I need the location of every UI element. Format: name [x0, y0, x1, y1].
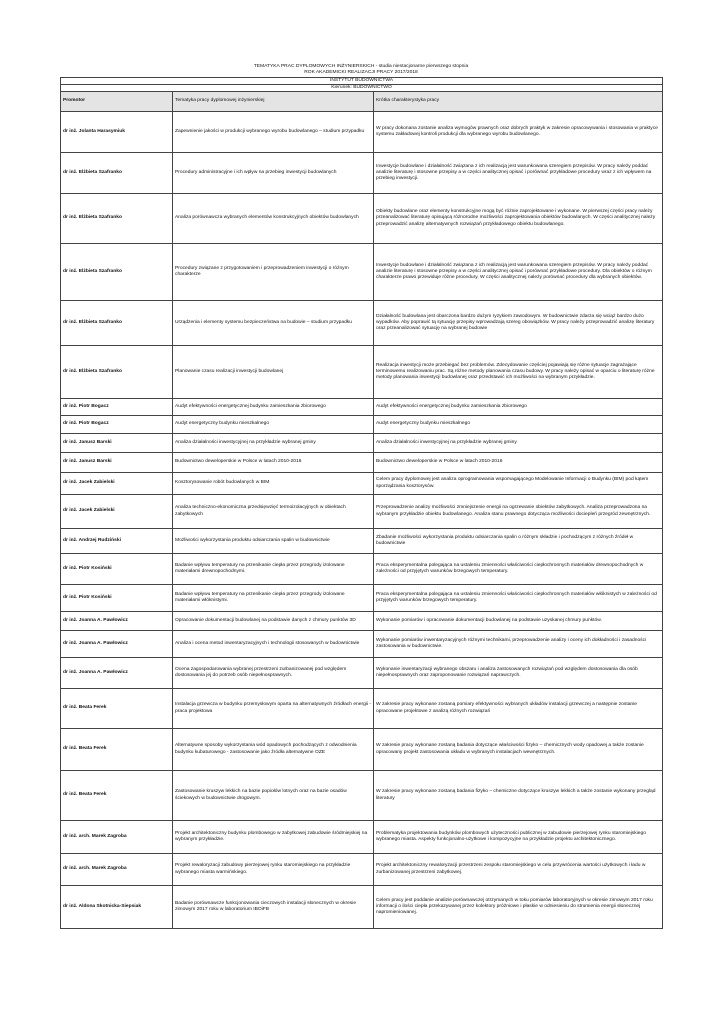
table-row [61, 729, 663, 771]
table-row [61, 821, 663, 854]
topic-cell [173, 473, 374, 494]
description-cell [374, 453, 663, 472]
table-row [61, 585, 663, 612]
topic-cell [173, 854, 374, 885]
topic-cell-text: Możliwości wykorzystania produktu odsiarczania spalin w budownictwie [175, 537, 330, 543]
supervisor-cell [61, 244, 173, 300]
supervisor-cell-text: dr inż. Beata Ferek [63, 746, 107, 752]
supervisor-cell-text: dr inż. Piotr Kosiński [63, 565, 112, 571]
topic-cell [173, 301, 374, 345]
description-cell [374, 771, 663, 820]
table-row [61, 529, 663, 554]
description-cell [374, 473, 663, 494]
description-cell [374, 631, 663, 657]
supervisor-cell [61, 112, 173, 152]
header-supervisor [61, 92, 173, 111]
topic-cell [173, 554, 374, 584]
topic-cell-text: Audyt energetyczny budynku mieszkalnego [175, 421, 270, 427]
description-cell [374, 886, 663, 928]
description-cell-text: Celem pracy dyplomowej jest analiza oprogramowania wspomagającego Modelowanie Informacji o Budynku (BIM) pod kątem sporządzania kosztorysów. [376, 477, 649, 489]
description-cell-text: W zakresie pracy wykonane zostaną badania fizyko – chemiczne dotyczące kruszyw lekkich a także zostanie wykonany przegląd literatury [376, 789, 656, 801]
supervisor-cell [61, 854, 173, 885]
topic-cell [173, 453, 374, 472]
topic-cell-text: Audyt efektywności energetycznej budynku zamieszkania zbiorowego [175, 403, 326, 409]
supervisor-cell [61, 434, 173, 452]
table-row [61, 346, 663, 399]
topic-cell [173, 529, 374, 553]
supervisor-cell-text: dr inż. Elżbieta Szafranko [63, 268, 122, 274]
description-cell [374, 244, 663, 300]
description-cell [374, 346, 663, 398]
supervisor-cell [61, 301, 173, 345]
topic-cell-text: Badanie porównawcze funkcjonowania cieczowych instalacji słonecznych w okresie zimowym 2017 roku w laboratorium IBOiFB [175, 900, 357, 912]
table-row [61, 473, 663, 495]
description-cell [374, 301, 663, 345]
topic-cell-text: Badanie wpływu temperatury na przenikanie ciepła przez przegrody izolowane materiałami włóknistymi. [175, 591, 345, 603]
description-cell [374, 821, 663, 853]
table-row [61, 612, 663, 631]
description-cell-text: Realizacja inwestycji może przebiegać bez problemów. Zdecydowanie częściej pojawiają się różne sytuacje zagrażające terminowemu realizowaniu prac. Są różne metody planowania czasu budowy. W pracy należy opisać w oparciu o literaturę różne metody planowania inwestycji budowlanej oraz przedstawić ich możliwości na wybranym przykładzie. [376, 362, 655, 381]
supervisor-cell [61, 153, 173, 193]
supervisor-cell-text: dr inż. Elżbieta Szafranko [63, 368, 122, 374]
description-cell-text: Obiekty budowlane oraz elementy konstrukcyjne mogą być różnie zaprojektowane i wykonane. W pierwszej części pracy należy przeanalizować literaturę opisującą różnorodne możliwości zaprojektowania obiektów budowlanych. W części analitycznej należy przeprowadzić analizę alternatywnych rozwiązań przykładowego obiektu budowlanego. [376, 209, 656, 227]
supervisor-cell-text: dr inż. Elżbieta Szafranko [63, 215, 122, 221]
description-cell [374, 689, 663, 728]
supervisor-cell-text: dr inż. Jolanta Harasymiuk [63, 128, 125, 134]
topic-cell-text: Alternatywne sposoby wykorzystania wód opadowych pochodzących z odwodnienia budynku kubaturowego - zastosowanie jako źródła alternatywne OZE [175, 743, 357, 755]
topic-cell-text: Instalacja grzewcza w budynku przemysłowym oparta na alternatywnych źródłach energii - praca projektowa [175, 702, 371, 714]
description-cell [374, 194, 663, 243]
table-row [61, 399, 663, 416]
topic-cell [173, 658, 374, 688]
description-cell [374, 495, 663, 528]
description-cell-text: Wykonanie pomiarów inwentaryzacyjnych różnymi technikami, przeprowadzenie analizy i oceny ich dokładności i zasadności zastosowania w budownictwie. [376, 637, 647, 649]
topic-cell-text: Zastosowanie kruszyw lekkich na bazie popiołów lotnych oraz na bazie osadów ściekowych w budownictwie drogowym. [175, 789, 347, 801]
topic-cell [173, 112, 374, 152]
topic-cell [173, 689, 374, 728]
description-cell-text: W zakresie pracy wykonane zostaną badania dotyczące właściwości fizyko – chemicznych wody opadowej a także zostanie opracowany projekt zastosowania układu w wybranych instalacjach wewnętrznych. [376, 743, 644, 755]
header-topic [173, 92, 374, 111]
description-cell [374, 854, 663, 885]
topic-cell [173, 821, 374, 853]
topic-cell [173, 244, 374, 300]
description-cell [374, 729, 663, 770]
supervisor-cell-text: dr inż. Janusz Barski [63, 439, 112, 445]
description-cell-text: Celem pracy jest poddanie analizie porównawczej otrzymanych w toku pomiarów laboratoryjnych w okresie zimowym 2017 roku informacji o ilości ciepła przekazywanej przez kolektory próżniowe i płaskie w odniesieniu do strumienia energii słonecznej napromieniowanej. [376, 897, 653, 916]
topic-cell [173, 495, 374, 528]
topic-cell-text: Badanie wpływu temperatury na przenikanie ciepła przez przegrody izolowane materiałami drewnopochodnymi. [175, 562, 345, 574]
description-cell [374, 585, 663, 611]
supervisor-cell-text: dr inż. Elżbieta Szafranko [63, 319, 122, 325]
header-supervisor-text: Promotor [63, 98, 86, 104]
description-cell-text: Działalność budowlana jest obarczona bardzo dużym ryzykiem zawodowym. W budownictwie zdarza się wciąż bardzo dużo wypadków. Aby poprawić tą sytuację przepisy wprowadzają szereg obowiązków. W pracy należy przeprowadzić analizę literatury oraz przeanalizować sytuację na wybranej budowie [376, 313, 655, 332]
topic-cell-text: Opracowanie dokumentacji budowlanej na podstawie danych z chmury punktów 3D [175, 617, 356, 623]
header-description [374, 92, 663, 111]
table-header-row [61, 92, 663, 112]
table-row [61, 658, 663, 689]
table-row [61, 886, 663, 929]
topic-cell-text: Analiza porównawcza wybranych elementów konstrukcyjnych obiektów budowlanych [175, 215, 359, 221]
description-cell [374, 554, 663, 584]
topic-cell-text: Procedury administracyjne i ich wpływ na przebieg inwestycji budowlanych [175, 169, 337, 175]
supervisor-cell-text: dr inż. Beata Ferek [63, 705, 107, 711]
topic-cell-text: Budownictwo deweloperskie w Polsce w latach 2010-2016 [175, 459, 302, 465]
description-cell-text: Problematyka projektowania budynków plombowych użyteczności publicznej w zabudowie pierzejowej rynku staromiejskiego wybranego miasta. Aspekty funkcjonalno-użytkowe i kompozycyjne na przykładzie projektu architektonicznego. [376, 830, 646, 842]
supervisor-cell [61, 194, 173, 243]
supervisor-cell-text: dr inż. Piotr Kosiński [63, 594, 112, 600]
description-cell [374, 658, 663, 688]
field-of-study-row: Kierunek: BUDOWNICTWO [61, 85, 663, 92]
supervisor-cell [61, 529, 173, 553]
description-cell [374, 434, 663, 452]
topic-cell [173, 771, 374, 820]
topic-cell-text: Projekt rewaloryzacji zabudowy pierzejowej rynku staromiejskiego na przykładzie wybranego miasta warmińskiego. [175, 863, 351, 875]
supervisor-cell-text: dr inż. Jacek Zabielski [63, 480, 115, 486]
table-row [61, 416, 663, 434]
description-cell-text: Praca eksperymentalna polegająca na ustaleniu zmienności właściwości ciepłochronnych materiałów włóknistych w zależności od przyjętych warunków brzegowych temperatury. [376, 591, 657, 603]
supervisor-cell-text: dr inż. Piotr Bogacz [63, 421, 109, 427]
institute-row: INSTYTUT BUDOWNICTWA [61, 78, 663, 85]
topic-cell [173, 416, 374, 433]
supervisor-cell [61, 821, 173, 853]
description-cell [374, 112, 663, 152]
topic-cell-text: Ocena zagospodarowania wybranej przestrzeni zurbanizowanej pod względem dostosowania jej do potrzeb osób niepełnosprawnych. [175, 666, 347, 678]
table-row [61, 554, 663, 585]
table-row [61, 495, 663, 529]
supervisor-cell [61, 495, 173, 528]
table-row [61, 453, 663, 473]
supervisor-cell-text: dr inż. Jacek Zabielski [63, 508, 115, 514]
topic-cell-text: Procedury związane z przygotowaniem i przeprowadzeniem inwestycji o różnym charakterze [175, 265, 349, 277]
topics-table [60, 77, 663, 929]
supervisor-cell-text: dr inż. Beata Ferek [63, 792, 107, 798]
supervisor-cell [61, 554, 173, 584]
topic-cell [173, 585, 374, 611]
topic-cell [173, 729, 374, 770]
description-cell-text: Audyt energetyczny budynku mieszkalnego [376, 421, 471, 427]
topic-cell [173, 194, 374, 243]
table-row [61, 244, 663, 301]
document-title: TEMATYKA PRAC DYPLOMOWYCH INŻYNIERSKICH - studia niestacjonarne pierwszego stopnia [253, 64, 469, 69]
table-row [61, 153, 663, 194]
topic-cell [173, 631, 374, 657]
topic-cell-text: Kosztorysowanie robót budowlanych w BIM [175, 480, 270, 486]
supervisor-cell-text: dr inż. Andrzej Rudziński [63, 537, 121, 543]
supervisor-cell-text: dr inż. Piotr Bogacz [63, 403, 109, 409]
description-cell-text: Analiza działalności inwestycyjnej na przykładzie wybranej gminy [376, 439, 517, 445]
description-cell-text: Wykonanie pomiarów i opracowanie dokumentacji budowlanej na podstawie uzyskanej chmury punktów. [376, 617, 602, 623]
topic-cell [173, 886, 374, 928]
supervisor-cell [61, 346, 173, 398]
header-description-text: Krótka charakterystyka pracy [376, 98, 440, 104]
supervisor-cell-text: dr inż. arch. Marek Zagroba [63, 833, 127, 839]
description-cell-text: Audyt efektywności energetycznej budynku zamieszkania zbiorowego [376, 403, 527, 409]
description-cell [374, 153, 663, 193]
supervisor-cell-text: dr inż. Elżbieta Szafranko [63, 169, 122, 175]
description-cell [374, 612, 663, 630]
supervisor-cell [61, 585, 173, 611]
description-cell-text: Budownictwo deweloperskie w Polsce w latach 2010-2016 [376, 459, 503, 465]
supervisor-cell [61, 631, 173, 657]
topic-cell-text: Analiza działalności inwestycyjnej na przykładzie wybranej gminy [175, 439, 316, 445]
topic-cell-text: Zapewnienie jakości w produkcji wybranego wyrobu budowlanego – studium przypadku [175, 128, 365, 134]
description-cell-text: Praca eksperymentalna polegająca na ustaleniu zmienności właściwości ciepłochronnych materiałów drewnopochodnych w zależności od przyjętych warunków brzegowych temperatury. [376, 562, 644, 574]
supervisor-cell [61, 453, 173, 472]
table-row [61, 631, 663, 658]
supervisor-cell [61, 399, 173, 415]
topic-cell-text: Projekt architektoniczny budynku plombowego w zabytkowej zabudowie śródmiejskiej na wybranym przykładzie. [175, 830, 368, 842]
supervisor-cell [61, 771, 173, 820]
academic-year: ROK AKADEMICKI REALIZACJI PRACY 2017/2018 [304, 70, 418, 75]
description-cell-text: Projekt architektoniczny rewaloryzacji przestrzeni zespołu staromiejskiego w celu przywrócenia wartości użytkowych i ładu w zurbanizowanej przestrzeni zabytkowej. [376, 863, 646, 875]
supervisor-cell-text: dr inż. Joanna A. Pawłowicz [63, 669, 128, 675]
topic-cell [173, 346, 374, 398]
supervisor-cell-text: dr inż. Janusz Barski [63, 459, 112, 465]
topic-cell [173, 612, 374, 630]
table-body [61, 112, 663, 929]
supervisor-cell-text: dr inż. Joanna A. Pawłowicz [63, 617, 128, 623]
description-cell-text: Zbadanie możliwości wykorzystania produktu odsiarczania spalin o różnym składzie i pochodzącym z różnych źródeł w budownictwie [376, 534, 634, 546]
table-row [61, 771, 663, 821]
supervisor-cell [61, 473, 173, 494]
table-row [61, 434, 663, 453]
table-row [61, 301, 663, 346]
table-row [61, 689, 663, 729]
topic-cell [173, 153, 374, 193]
topic-cell-text: Planowanie czasu realizacji inwestycji budowlanej [175, 368, 284, 374]
topic-cell-text: Analiza techniczno-ekonomiczna przedsięwzięć termoizolacyjnych w obiektach zabytkowych [175, 505, 346, 517]
description-cell-text: W pracy dokonana zostanie analiza wymogów prawnych oraz dobrych praktyk w zakresie opracowywania i stosowania w praktyce systemu zakładowej kontroli produkcji dla wybranego wyrobu budowlanego. [376, 125, 658, 137]
description-cell-text: Przeprowadzenie analizy możliwości zmniejszenie energii na ogrzewanie obiektów zabytkowych. Analiza przeprowadzona na wybranym przykładzie obiektu budowlanego. Analiza stanu prawnego dotycząca możliwości dociepleń przegród zewnętrznych. [376, 505, 651, 517]
supervisor-cell-text: dr inż. Aldona Skotnicka-Siepsiak [63, 903, 142, 909]
topic-cell [173, 434, 374, 452]
supervisor-cell [61, 729, 173, 770]
supervisor-cell [61, 416, 173, 433]
description-cell [374, 529, 663, 553]
table-row [61, 194, 663, 244]
supervisor-cell-text: dr inż. Joanna A. Pawłowicz [63, 640, 128, 646]
description-cell [374, 416, 663, 433]
supervisor-cell [61, 886, 173, 928]
topic-cell-text: Urządzenia i elementy systemu bezpieczeństwa na budowie – studium przypadku [175, 319, 352, 325]
description-cell-text: W zakresie pracy wykonane zostaną pomiary efektywności wybranych układów instalacji grzewczej a następnie zostanie opracowane projektowe z analizą różnych rozwiązań [376, 702, 637, 714]
table-row [61, 112, 663, 153]
supervisor-cell [61, 658, 173, 688]
description-cell-text: Inwestycje budowlane i działalność związana z ich realizacją jest warunkowana szeregiem przepisów. W pracy należy poddać analizie literaturę i stosowne przepisy a w części analitycznej opisać i porównać przykładowe procedury wraz z ich wpływem na przebieg inwestycji. [376, 163, 652, 182]
supervisor-cell-text: dr inż. arch. Marek Zagroba [63, 866, 127, 872]
topic-cell [173, 399, 374, 415]
table-row [61, 854, 663, 886]
topic-cell-text: Analiza i ocena metod inwentaryzacyjnych i technologii stosowanych w budownictwie [175, 640, 360, 646]
supervisor-cell [61, 612, 173, 630]
description-cell-text: Inwestycje budowlane i działalność związana z ich realizacją jest warunkowana szeregiem przepisów. W pracy należy poddać analizie literaturę i stosowne przepisy a w części analitycznej opisać i porównać przykładowe procedury. Dla obiektów o różnym charakterze prawo przewiduje różne procedury. W części analitycznej należy porównać procedury dla wybranych obiektów. [376, 262, 652, 281]
description-cell [374, 399, 663, 415]
description-cell-text: Wykonanie inwentaryzacji wybranego obszaru i analiza zastosowanych rozwiązań pod względem dostosowania dla osób niepełnosprawnych oraz zaproponowanie rozwiązań naprawczych. [376, 666, 638, 678]
supervisor-cell [61, 689, 173, 728]
header-topic-text: Tematyka pracy dyplomowej inżynierskiej [175, 98, 265, 104]
